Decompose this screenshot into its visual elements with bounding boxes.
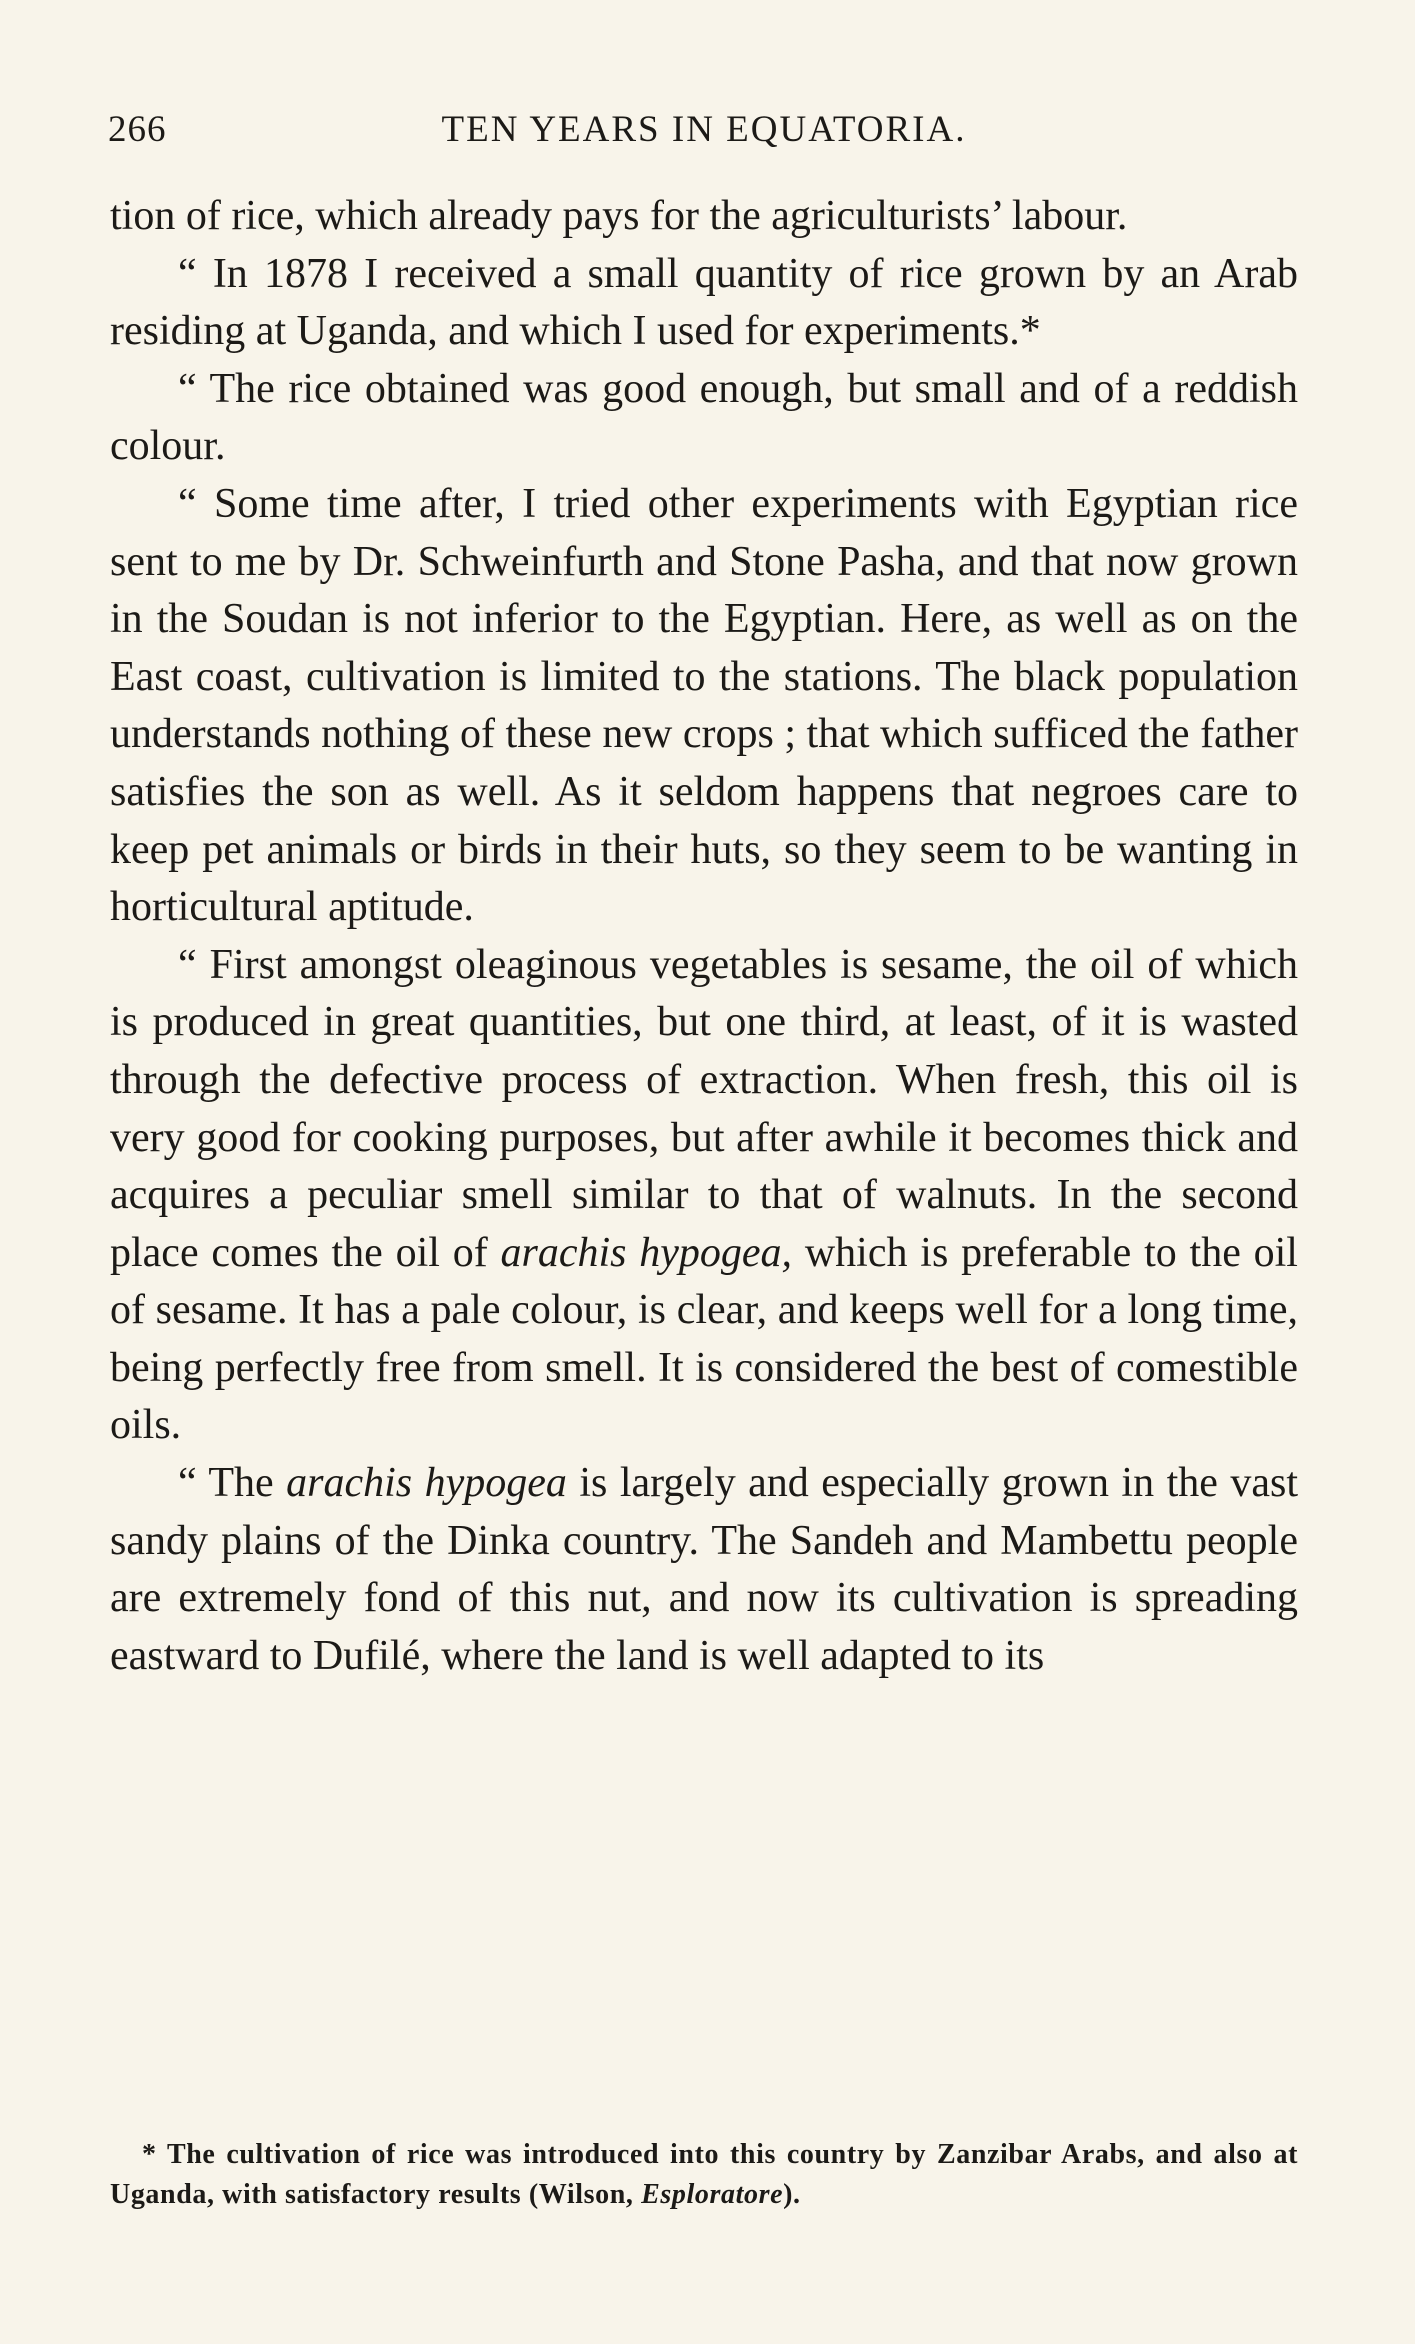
- paragraph-6-text-b: is largely and especially grown in the vast sandy plains of the Dinka country. The Sandeh and Mambettu people are extremely fond of this nut, and now its cultivation is spreading eastward to Dufilé, where the land is well adapted to its: [110, 1460, 1299, 1679]
- running-title: TEN YEARS IN EQUATORIA.: [441, 109, 967, 150]
- paragraph-5-italic-term: arachis hypogea,: [500, 1229, 793, 1276]
- paragraph-5-text-b: which is preferable to the oil of sesame. It has a pale colour, is clear, and keeps well for a long time, being perfectly free from smell. It is considered the best of comestible oils.: [110, 1229, 1298, 1449]
- footnote-italic-source: Esploratore: [641, 2179, 784, 2210]
- paragraph-6: [110, 1455, 1298, 1685]
- page-header: [108, 108, 1300, 158]
- paragraph-4: “ Some time after, I tried other experiments with Egyptian rice sent to me by Dr. Schweinfurth and Stone Pasha, and that now grown in the Soudan is not inferior to the Egyptian. Here, as well as on the East coast, cultivation is limited to the stations. The black population understands nothing of these new crops ; that which sufficed the father satisfies the son as well. As it seldom happens that negroes care to keep pet animals or birds in their huts, so they seem to be wanting in horticultural aptitude.: [110, 480, 1298, 931]
- paragraph-2: “ In 1878 I received a small quantity of rice grown by an Arab residing at Uganda, and which I used for experiments.*: [110, 250, 1298, 355]
- paragraph-5-text-a: “ First amongst oleaginous vegetables is sesame, the oil of which is produced in great quantities, but one third, at least, of it is wasted through the defective process of extraction. When fresh, this oil is very good for cooking purposes, but after awhile it becomes thick and acquires a peculiar smell similar to that of walnuts. In the second place comes the oil of: [110, 941, 1298, 1276]
- paragraph-1: tion of rice, which already pays for the agriculturists’ labour.: [110, 193, 1128, 239]
- paragraph-6-text-a: “ The: [178, 1460, 287, 1507]
- page-number: 266: [108, 109, 167, 150]
- body-text: [110, 188, 1298, 1685]
- paragraph-5: [110, 937, 1298, 1455]
- paragraph-3: “ The rice obtained was good enough, but small and of a reddish colour.: [110, 365, 1298, 470]
- footnote: [110, 2135, 1298, 2215]
- footnote-end: ).: [783, 2179, 801, 2210]
- footnote-text: * The cultivation of rice was introduced into this country by Zanzibar Arabs, and also at Uganda, with satisfactory results (Wilson,: [110, 2139, 1298, 2210]
- paragraph-6-italic-term: arachis hypogea: [286, 1460, 567, 1507]
